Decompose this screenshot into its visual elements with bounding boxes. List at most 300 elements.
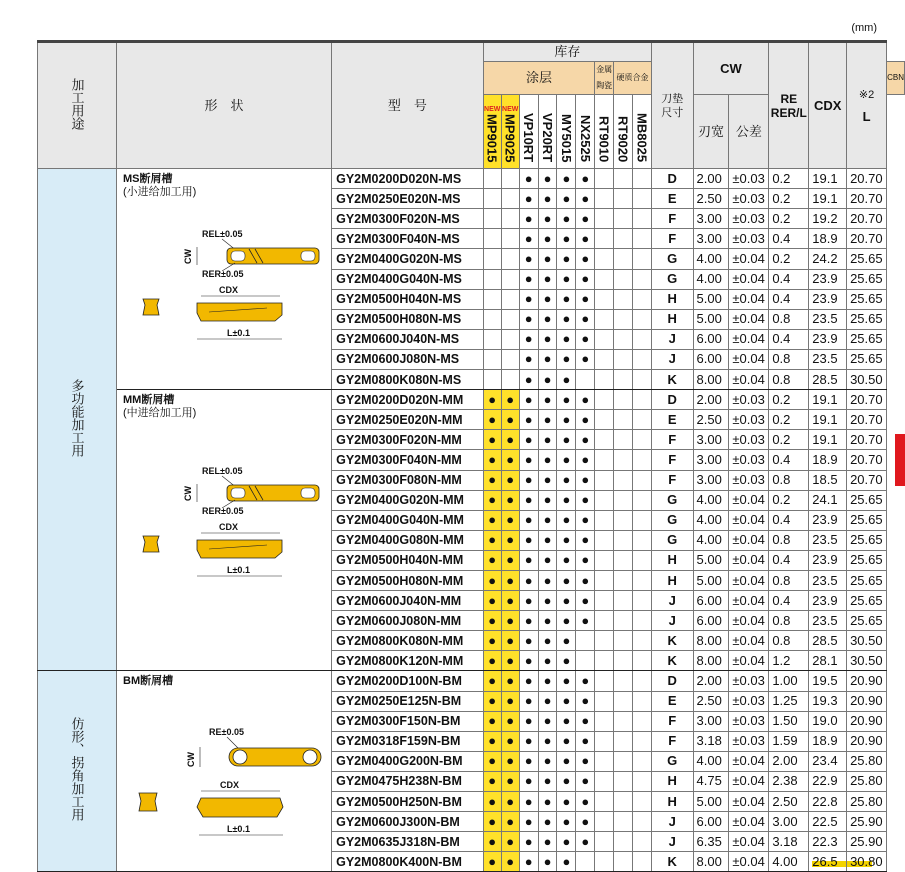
stock-mark: ● xyxy=(557,832,576,852)
stock-mark: ● xyxy=(519,329,538,349)
cdx-value: 22.9 xyxy=(809,771,847,791)
stock-mark: ● xyxy=(519,591,538,611)
stock-mark: ● xyxy=(483,430,501,450)
re-value: 1.59 xyxy=(769,731,809,751)
cdx-value: 23.4 xyxy=(809,751,847,771)
stock-mark: ● xyxy=(501,852,519,872)
cdx-value: 23.5 xyxy=(809,530,847,550)
stock-mark: ● xyxy=(538,249,557,269)
stock-mark: ● xyxy=(519,771,538,791)
re-value: 2.38 xyxy=(769,771,809,791)
stock-mark xyxy=(501,289,519,309)
stock-mark: ● xyxy=(576,570,595,590)
stock-mark xyxy=(633,771,652,791)
cdx-label: CDX xyxy=(219,522,239,533)
model-number: GY2M0600J300N-BM xyxy=(332,812,484,832)
seat-size: G xyxy=(651,751,693,771)
cdx-value: 23.5 xyxy=(809,349,847,369)
stock-mark: ● xyxy=(519,349,538,369)
l-value: 25.65 xyxy=(847,550,887,570)
model-number: GY2M0250E020N-MS xyxy=(332,189,484,209)
cdx-value: 19.1 xyxy=(809,169,847,189)
stock-mark: ● xyxy=(576,691,595,711)
cw-tolerance: ±0.04 xyxy=(729,329,769,349)
model-number: GY2M0500H080N-MM xyxy=(332,570,484,590)
cw-tolerance: ±0.04 xyxy=(729,289,769,309)
stock-mark xyxy=(633,852,652,872)
use-profiling: 仿形、拐角加工用 xyxy=(38,671,117,872)
stock-mark: ● xyxy=(557,852,576,872)
cw-width: 6.00 xyxy=(693,611,729,631)
cw-label: CW xyxy=(183,486,193,502)
stock-mark: ● xyxy=(576,611,595,631)
l-value: 20.70 xyxy=(847,390,887,410)
re-value: 0.2 xyxy=(769,209,809,229)
stock-mark: ● xyxy=(557,731,576,751)
stock-mark: ● xyxy=(519,269,538,289)
stock-mark: ● xyxy=(576,289,595,309)
stock-mark: ● xyxy=(557,309,576,329)
stock-mark: ● xyxy=(576,249,595,269)
stock-mark: ● xyxy=(501,430,519,450)
stock-mark xyxy=(633,651,652,671)
l-value: 25.80 xyxy=(847,771,887,791)
cw-width: 6.00 xyxy=(693,349,729,369)
stock-mark: ● xyxy=(519,229,538,249)
stock-mark xyxy=(595,169,614,189)
seat-size: F xyxy=(651,430,693,450)
cdx-value: 23.9 xyxy=(809,269,847,289)
stock-mark: ● xyxy=(501,691,519,711)
stock-mark xyxy=(614,189,633,209)
re-value: 0.8 xyxy=(769,309,809,329)
re-value: 0.2 xyxy=(769,410,809,430)
stock-mark: ● xyxy=(538,651,557,671)
model-number: GY2M0400G040N-MS xyxy=(332,269,484,289)
l-value: 25.65 xyxy=(847,329,887,349)
stock-mark xyxy=(595,189,614,209)
stock-mark: ● xyxy=(538,832,557,852)
l-value: 20.90 xyxy=(847,711,887,731)
seat-size: G xyxy=(651,490,693,510)
cw-label: CW xyxy=(186,752,196,768)
re-value: 0.8 xyxy=(769,349,809,369)
stock-mark: ● xyxy=(557,450,576,470)
model-number: GY2M0200D100N-BM xyxy=(332,671,484,691)
l-value: 25.65 xyxy=(847,349,887,369)
header-use: 加工用途 xyxy=(38,42,117,169)
header-cermet: 金属陶瓷 xyxy=(595,62,614,95)
stock-mark xyxy=(576,370,595,390)
stock-mark: ● xyxy=(483,771,501,791)
cw-width: 4.00 xyxy=(693,490,729,510)
stock-mark: ● xyxy=(557,490,576,510)
cw-tolerance: ±0.03 xyxy=(729,410,769,430)
cw-width: 2.00 xyxy=(693,390,729,410)
model-number: GY2M0800K120N-MM xyxy=(332,651,484,671)
re-value: 0.4 xyxy=(769,289,809,309)
seat-size: J xyxy=(651,591,693,611)
cw-tolerance: ±0.03 xyxy=(729,390,769,410)
stock-mark: ● xyxy=(519,309,538,329)
stock-mark xyxy=(595,450,614,470)
re-value: 4.00 xyxy=(769,852,809,872)
seat-size: H xyxy=(651,792,693,812)
cw-tolerance: ±0.04 xyxy=(729,530,769,550)
seat-size: D xyxy=(651,390,693,410)
seat-size: J xyxy=(651,812,693,832)
stock-mark: ● xyxy=(557,169,576,189)
stock-mark: ● xyxy=(501,530,519,550)
cw-tolerance: ±0.03 xyxy=(729,470,769,490)
stock-mark xyxy=(595,812,614,832)
stock-mark xyxy=(595,309,614,329)
stock-mark: ● xyxy=(576,591,595,611)
stock-mark xyxy=(483,370,501,390)
stock-mark xyxy=(633,329,652,349)
cdx-value: 23.9 xyxy=(809,510,847,530)
cdx-value: 23.9 xyxy=(809,550,847,570)
stock-mark: ● xyxy=(538,229,557,249)
stock-mark: ● xyxy=(557,289,576,309)
seat-size: F xyxy=(651,470,693,490)
model-number: GY2M0400G020N-MM xyxy=(332,490,484,510)
seat-size: F xyxy=(651,450,693,470)
stock-mark xyxy=(595,490,614,510)
l-value: 20.70 xyxy=(847,410,887,430)
cw-tolerance: ±0.04 xyxy=(729,792,769,812)
stock-mark xyxy=(614,209,633,229)
stock-mark xyxy=(595,410,614,430)
l-value: 30.50 xyxy=(847,631,887,651)
stock-mark: ● xyxy=(576,470,595,490)
cw-width: 3.00 xyxy=(693,711,729,731)
cdx-value: 28.5 xyxy=(809,370,847,390)
seat-size: D xyxy=(651,671,693,691)
model-number: GY2M0250E020N-MM xyxy=(332,410,484,430)
cw-width: 3.00 xyxy=(693,430,729,450)
stock-mark xyxy=(614,570,633,590)
l-value: 20.70 xyxy=(847,450,887,470)
cdx-value: 18.5 xyxy=(809,470,847,490)
stock-mark xyxy=(595,530,614,550)
model-number: GY2M0300F040N-MS xyxy=(332,229,484,249)
stock-mark: ● xyxy=(501,591,519,611)
stock-mark: ● xyxy=(483,510,501,530)
stock-mark xyxy=(614,792,633,812)
stock-mark: ● xyxy=(538,550,557,570)
stock-mark xyxy=(595,289,614,309)
cw-width: 8.00 xyxy=(693,852,729,872)
stock-mark: ● xyxy=(576,229,595,249)
model-number: GY2M0500H040N-MS xyxy=(332,289,484,309)
stock-mark: ● xyxy=(557,671,576,691)
stock-mark xyxy=(501,269,519,289)
cw-width: 6.00 xyxy=(693,329,729,349)
stock-mark xyxy=(595,792,614,812)
stock-mark: ● xyxy=(483,671,501,691)
stock-mark xyxy=(501,349,519,369)
header-note: ※2 xyxy=(858,88,875,101)
re-value: 0.2 xyxy=(769,169,809,189)
cdx-value: 19.0 xyxy=(809,711,847,731)
stock-mark: ● xyxy=(519,289,538,309)
stock-mark: ● xyxy=(501,792,519,812)
stock-mark: ● xyxy=(538,269,557,289)
stock-mark: ● xyxy=(557,691,576,711)
cw-width: 4.00 xyxy=(693,249,729,269)
chipbreaker-subtitle: (中进给加工用) xyxy=(123,407,197,420)
cw-width: 5.00 xyxy=(693,570,729,590)
stock-mark xyxy=(614,430,633,450)
re-value: 0.8 xyxy=(769,611,809,631)
grade-vp10rt: VP10RT xyxy=(519,95,538,169)
stock-mark xyxy=(614,671,633,691)
insert-side-view xyxy=(197,798,283,817)
l-label: L±0.1 xyxy=(227,328,250,339)
stock-mark: ● xyxy=(519,631,538,651)
re-value: 0.2 xyxy=(769,189,809,209)
stock-mark: ● xyxy=(576,349,595,369)
stock-mark: ● xyxy=(519,169,538,189)
header-coating: 涂层 xyxy=(483,62,595,95)
cw-width: 3.00 xyxy=(693,229,729,249)
stock-mark: ● xyxy=(483,450,501,470)
stock-mark: ● xyxy=(519,671,538,691)
stock-mark: ● xyxy=(538,209,557,229)
stock-mark: ● xyxy=(483,792,501,812)
stock-mark xyxy=(501,370,519,390)
re-value: 0.8 xyxy=(769,631,809,651)
stock-mark xyxy=(633,570,652,590)
seat-size: J xyxy=(651,329,693,349)
model-number: GY2M0300F020N-MM xyxy=(332,430,484,450)
grade-rt9020: RT9020 xyxy=(614,95,633,169)
stock-mark: ● xyxy=(483,852,501,872)
stock-mark: ● xyxy=(576,671,595,691)
stock-mark: ● xyxy=(538,430,557,450)
stock-mark xyxy=(633,390,652,410)
cdx-label: CDX xyxy=(220,780,240,791)
stock-mark: ● xyxy=(557,370,576,390)
stock-mark xyxy=(633,209,652,229)
l-value: 20.90 xyxy=(847,731,887,751)
re-value: 0.2 xyxy=(769,430,809,450)
model-number: GY2M0500H040N-MM xyxy=(332,550,484,570)
stock-mark: ● xyxy=(538,611,557,631)
re-value: 0.4 xyxy=(769,550,809,570)
stock-mark: ● xyxy=(501,812,519,832)
seat-size: F xyxy=(651,731,693,751)
stock-mark: ● xyxy=(557,249,576,269)
cw-tolerance: ±0.03 xyxy=(729,691,769,711)
stock-mark: ● xyxy=(576,269,595,289)
cdx-value: 23.9 xyxy=(809,289,847,309)
cw-width: 5.00 xyxy=(693,550,729,570)
cw-width: 4.00 xyxy=(693,751,729,771)
stock-mark xyxy=(614,370,633,390)
stock-mark: ● xyxy=(557,470,576,490)
l-value: 20.70 xyxy=(847,229,887,249)
cdx-label: CDX xyxy=(219,285,239,296)
stock-mark xyxy=(483,349,501,369)
stock-mark: ● xyxy=(576,731,595,751)
re-value: 2.50 xyxy=(769,792,809,812)
stock-mark: ● xyxy=(538,470,557,490)
header-carbide: 硬质合金 xyxy=(614,62,652,95)
cdx-value: 19.1 xyxy=(809,410,847,430)
header-cdx: CDX xyxy=(809,42,847,169)
stock-mark xyxy=(595,390,614,410)
stock-mark xyxy=(501,229,519,249)
stock-mark: ● xyxy=(557,229,576,249)
l-value: 20.70 xyxy=(847,470,887,490)
cw-tolerance: ±0.04 xyxy=(729,832,769,852)
re-value: 1.50 xyxy=(769,711,809,731)
stock-mark: ● xyxy=(576,209,595,229)
stock-mark xyxy=(614,550,633,570)
l-value: 20.70 xyxy=(847,209,887,229)
stock-mark xyxy=(614,611,633,631)
stock-mark: ● xyxy=(557,530,576,550)
l-value: 20.70 xyxy=(847,169,887,189)
stock-mark xyxy=(614,812,633,832)
re-value: 0.2 xyxy=(769,490,809,510)
l-value: 30.50 xyxy=(847,370,887,390)
header-cbn: CBN xyxy=(887,62,905,95)
stock-mark: ● xyxy=(501,711,519,731)
l-value: 25.65 xyxy=(847,289,887,309)
stock-mark: ● xyxy=(501,390,519,410)
insert-diagram xyxy=(117,695,332,865)
stock-mark xyxy=(633,530,652,550)
cw-tolerance: ±0.04 xyxy=(729,591,769,611)
stock-mark: ● xyxy=(483,390,501,410)
stock-mark: ● xyxy=(557,812,576,832)
cdx-value: 23.5 xyxy=(809,309,847,329)
seat-size: G xyxy=(651,249,693,269)
stock-mark: ● xyxy=(576,832,595,852)
stock-mark xyxy=(595,329,614,349)
insert-diagram xyxy=(117,428,332,598)
cdx-value: 23.5 xyxy=(809,570,847,590)
stock-mark: ● xyxy=(538,510,557,530)
cw-width: 6.00 xyxy=(693,812,729,832)
stock-mark: ● xyxy=(538,631,557,651)
re-value: 2.00 xyxy=(769,751,809,771)
model-number: GY2M0800K400N-BM xyxy=(332,852,484,872)
cw-tolerance: ±0.03 xyxy=(729,711,769,731)
seat-size: J xyxy=(651,832,693,852)
stock-mark xyxy=(633,631,652,651)
stock-mark: ● xyxy=(557,189,576,209)
stock-mark: ● xyxy=(501,651,519,671)
grade-rt9010: RT9010 xyxy=(595,95,614,169)
cw-tolerance: ±0.04 xyxy=(729,550,769,570)
stock-mark xyxy=(614,731,633,751)
stock-mark xyxy=(595,751,614,771)
stock-mark xyxy=(595,370,614,390)
stock-mark xyxy=(614,751,633,771)
stock-mark: ● xyxy=(483,410,501,430)
stock-mark: ● xyxy=(576,771,595,791)
cdx-value: 24.1 xyxy=(809,490,847,510)
stock-mark xyxy=(633,611,652,631)
re-value: 0.4 xyxy=(769,229,809,249)
stock-mark xyxy=(595,229,614,249)
model-number: GY2M0475H238N-BM xyxy=(332,771,484,791)
table-row xyxy=(38,169,905,189)
l-label: L±0.1 xyxy=(227,824,250,835)
model-number: GY2M0600J040N-MM xyxy=(332,591,484,611)
cw-width: 4.00 xyxy=(693,510,729,530)
stock-mark: ● xyxy=(557,410,576,430)
header-stock: 库存 xyxy=(483,42,651,62)
cw-tolerance: ±0.03 xyxy=(729,450,769,470)
rer-label: RER±0.05 xyxy=(202,506,244,517)
stock-mark: ● xyxy=(519,731,538,751)
cdx-value: 23.5 xyxy=(809,611,847,631)
stock-mark xyxy=(595,349,614,369)
cw-tolerance: ±0.03 xyxy=(729,671,769,691)
cw-width: 8.00 xyxy=(693,370,729,390)
seat-size: H xyxy=(651,550,693,570)
stock-mark xyxy=(595,269,614,289)
cdx-value: 22.8 xyxy=(809,792,847,812)
stock-mark xyxy=(614,470,633,490)
stock-mark xyxy=(483,209,501,229)
stock-mark xyxy=(614,631,633,651)
model-number: GY2M0250E125N-BM xyxy=(332,691,484,711)
stock-mark: ● xyxy=(483,651,501,671)
cw-width: 4.75 xyxy=(693,771,729,791)
stock-mark: ● xyxy=(501,751,519,771)
cdx-value: 19.1 xyxy=(809,430,847,450)
stock-mark: ● xyxy=(557,209,576,229)
stock-mark xyxy=(633,711,652,731)
stock-mark: ● xyxy=(557,510,576,530)
grade-mb8025: MB8025 xyxy=(633,95,652,169)
model-number: GY2M0635J318N-BM xyxy=(332,832,484,852)
cw-width: 4.00 xyxy=(693,530,729,550)
shape-1 xyxy=(117,390,332,671)
stock-mark xyxy=(501,329,519,349)
stock-mark: ● xyxy=(538,711,557,731)
cw-width: 2.50 xyxy=(693,189,729,209)
stock-mark xyxy=(614,450,633,470)
stock-mark xyxy=(576,631,595,651)
seat-size: H xyxy=(651,570,693,590)
cw-width: 4.00 xyxy=(693,269,729,289)
stock-mark xyxy=(595,430,614,450)
stock-mark xyxy=(633,410,652,430)
cdx-value: 22.5 xyxy=(809,812,847,832)
grade-vp20rt: VP20RT xyxy=(538,95,557,169)
stock-mark: ● xyxy=(538,349,557,369)
l-value: 25.65 xyxy=(847,570,887,590)
insert-end-view xyxy=(143,536,159,552)
cdx-value: 19.3 xyxy=(809,691,847,711)
stock-mark xyxy=(633,691,652,711)
re-value: 0.4 xyxy=(769,591,809,611)
stock-mark xyxy=(633,591,652,611)
cw-width: 8.00 xyxy=(693,651,729,671)
cw-tolerance: ±0.04 xyxy=(729,570,769,590)
stock-mark: ● xyxy=(576,530,595,550)
stock-mark: ● xyxy=(519,792,538,812)
stock-mark: ● xyxy=(557,591,576,611)
stock-mark: ● xyxy=(501,771,519,791)
